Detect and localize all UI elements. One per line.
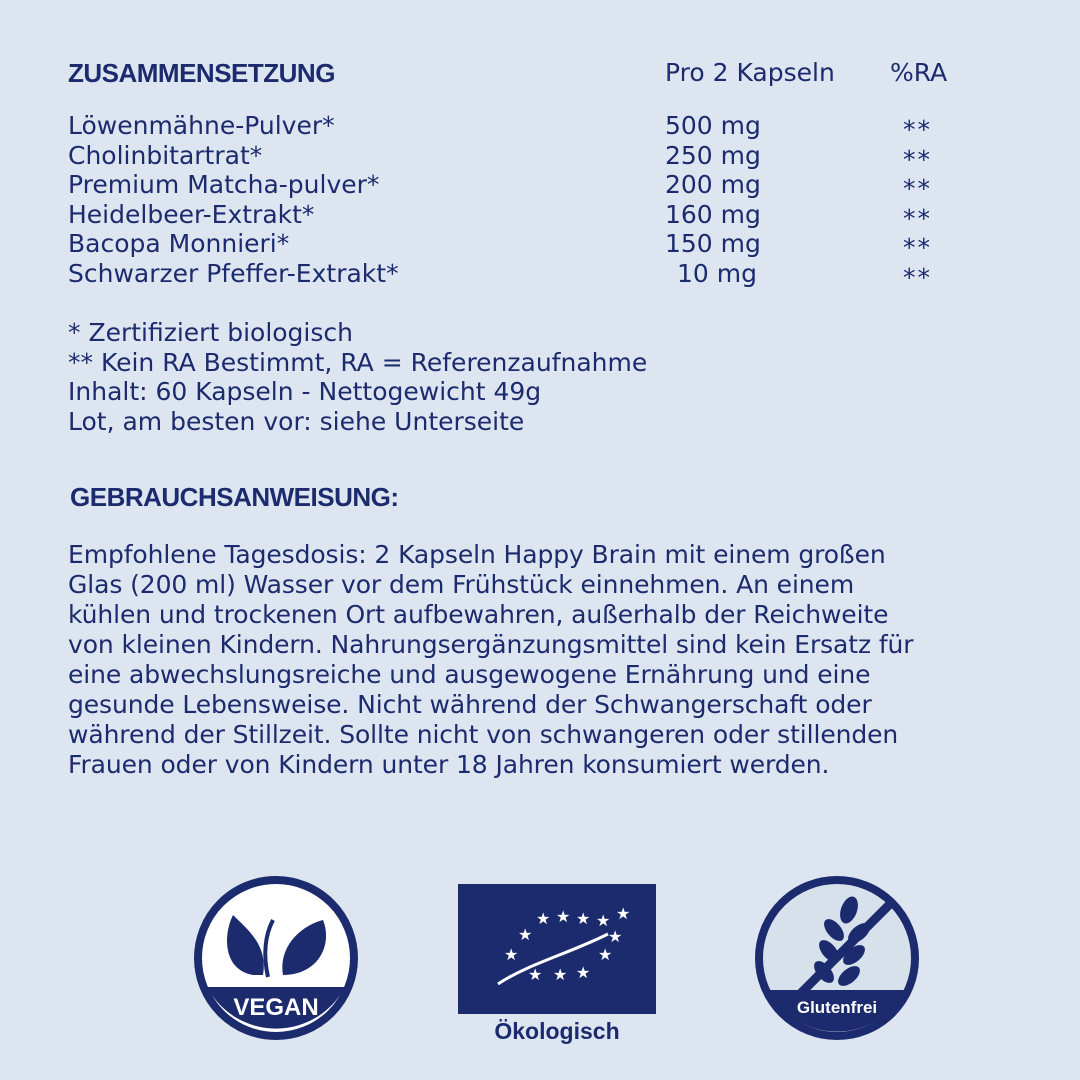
gluten-label: Glutenfrei: [796, 998, 878, 1017]
svg-text:★: ★: [576, 963, 591, 982]
table-row: [68, 258, 968, 292]
ingredient-ra: **: [903, 115, 932, 144]
ingredient-name: Bacopa Monnieri*: [68, 229, 290, 258]
ingredient-name: Heidelbeer-Extrakt*: [68, 199, 315, 229]
usage-line: Empfohlene Tagesdosis: 2 Kapseln Happy Brain mit einem großen: [68, 540, 886, 569]
footnote-line: * Zertifiziert biologisch: [68, 318, 353, 347]
eu-organic-badge: [458, 884, 656, 1014]
footnote-line: Inhalt: 60 Kapseln - Nettogewicht 49g: [68, 377, 542, 406]
usage-line: Frauen oder von Kindern unter 18 Jahren konsumiert werden.: [68, 750, 830, 779]
svg-text:★: ★: [553, 965, 568, 984]
svg-text:★: ★: [598, 945, 613, 964]
ingredient-amount: 150 mg: [665, 229, 761, 258]
usage-heading: GEBRAUCHSANWEISUNG:: [70, 482, 399, 512]
ingredient-ra: **: [903, 203, 932, 233]
usage-line: eine abwechslungsreiche und ausgewogene Ernährung und eine: [68, 660, 871, 689]
table-row: [68, 111, 968, 144]
footnote-line: Lot, am besten vor: siehe Unterseite: [68, 406, 525, 436]
ingredient-ra: **: [903, 233, 932, 262]
usage-line: während der Stillzeit. Sollte nicht von schwangeren oder stillenden: [68, 720, 899, 749]
eco-label: Ökologisch: [494, 1018, 620, 1044]
svg-text:★: ★: [596, 911, 611, 930]
footnote-line: ** Kein RA Bestimmt, RA = Referenzaufnahme: [68, 347, 648, 377]
vegan-label: VEGAN: [233, 994, 319, 1021]
composition-table: [68, 111, 968, 292]
ingredient-amount: 160 mg: [665, 199, 761, 229]
svg-text:★: ★: [616, 904, 631, 923]
ingredient-ra: **: [903, 262, 932, 292]
ingredient-name: Löwenmähne-Pulver*: [68, 111, 335, 140]
gluten-free-badge: [754, 875, 920, 1041]
ingredient-amount: 200 mg: [665, 170, 761, 199]
amount-column-header: Pro 2 Kapseln: [665, 58, 835, 87]
svg-text:★: ★: [518, 925, 533, 944]
vegan-badge: [193, 875, 359, 1041]
ingredient-ra: **: [903, 144, 932, 174]
usage-line: gesunde Lebensweise. Nicht während der Schwangerschaft oder: [68, 690, 872, 719]
usage-line: von kleinen Kindern. Nahrungsergänzungsmittel sind kein Ersatz für: [68, 630, 914, 659]
ra-column-header: %RA: [890, 58, 948, 87]
ingredient-ra: **: [903, 174, 932, 203]
usage-paragraph: [68, 540, 988, 780]
svg-text:★: ★: [576, 909, 591, 928]
table-row: [68, 199, 968, 233]
svg-text:★: ★: [536, 909, 551, 928]
table-row: [68, 229, 968, 262]
ingredient-name: Cholinbitartrat*: [68, 140, 263, 170]
usage-line: Glas (200 ml) Wasser vor dem Frühstück einnehmen. An einem: [68, 570, 855, 599]
ingredient-amount: 250 mg: [665, 140, 761, 170]
svg-text:★: ★: [504, 945, 519, 964]
ingredient-amount: 10 mg: [677, 258, 757, 288]
ingredient-name: Premium Matcha-pulver*: [68, 170, 380, 199]
ingredient-name: Schwarzer Pfeffer-Extrakt*: [68, 258, 399, 288]
composition-heading: ZUSAMMENSETZUNG: [68, 58, 335, 88]
ingredient-amount: 500 mg: [665, 111, 761, 140]
svg-text:★: ★: [556, 907, 571, 926]
svg-text:★: ★: [528, 965, 543, 984]
table-row: [68, 140, 968, 174]
table-row: [68, 170, 968, 203]
svg-text:★: ★: [608, 927, 623, 946]
usage-line: kühlen und trockenen Ort aufbewahren, außerhalb der Reichweite: [68, 600, 889, 629]
footnotes: [68, 318, 647, 436]
